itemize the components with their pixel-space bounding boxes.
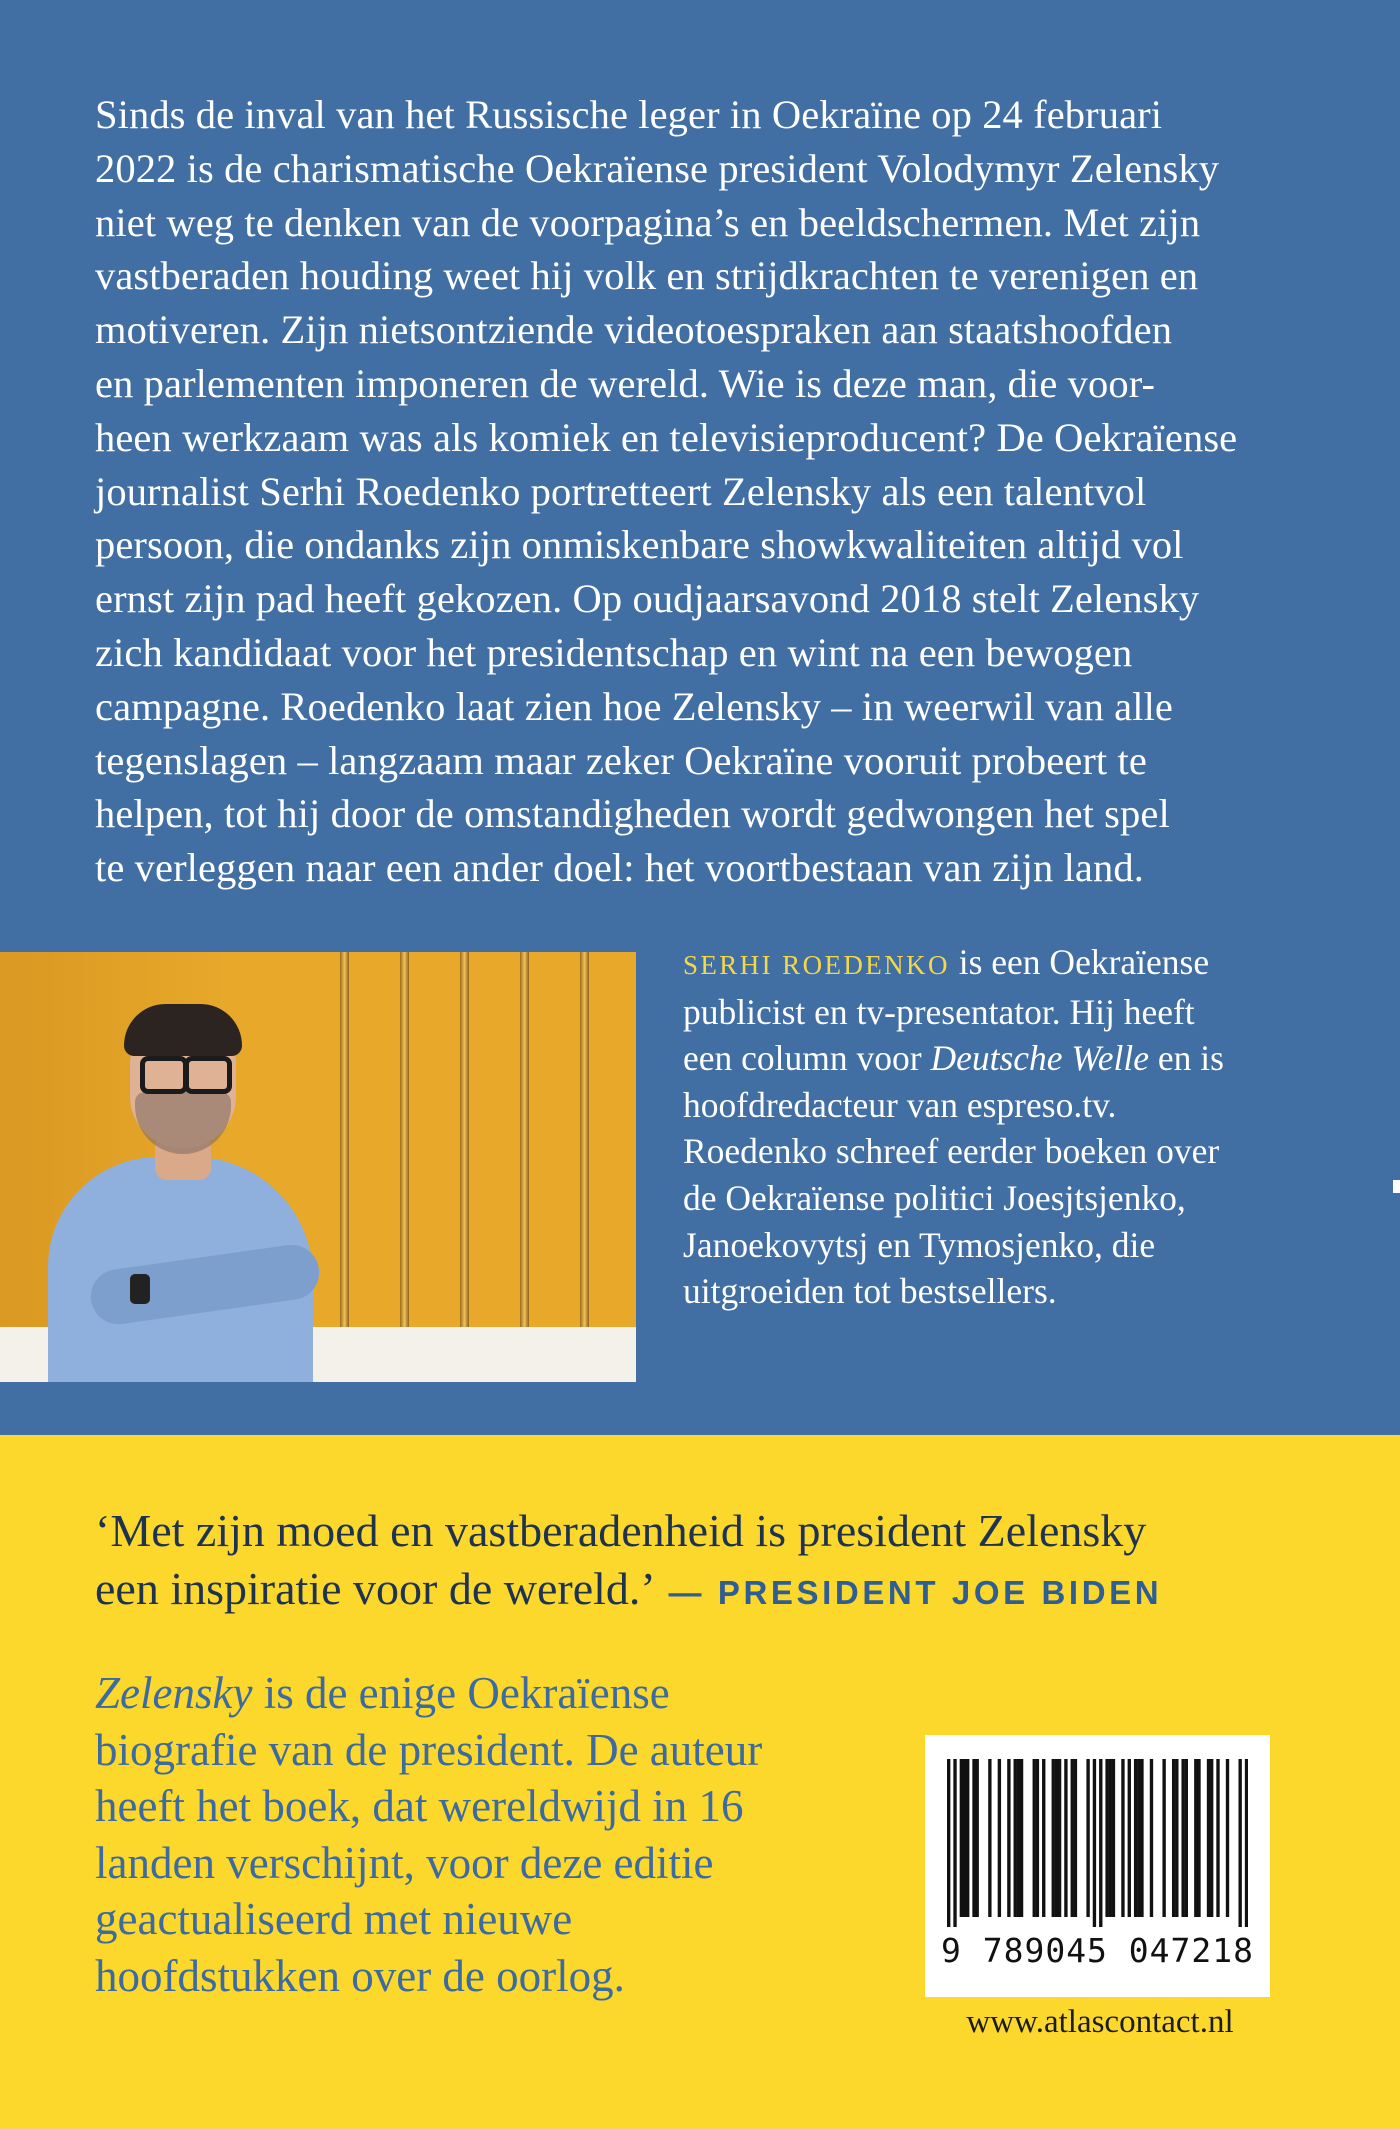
blurb-line: Sinds de inval van het Russische leger in Oekraïne op 24 februari xyxy=(95,92,1163,137)
barcode-bar xyxy=(947,1759,950,1927)
book-title: Zelensky xyxy=(95,1668,253,1718)
barcode-bar xyxy=(1074,1759,1077,1917)
blurb-line: journalist Serhi Roedenko portretteert Zelensky als een talentvol xyxy=(95,468,1147,514)
barcode-bar xyxy=(1033,1759,1036,1917)
author-photo xyxy=(0,952,636,1382)
barcode-bar xyxy=(1216,1759,1219,1917)
barcode-bar xyxy=(966,1759,969,1917)
barcode-bar xyxy=(1172,1759,1175,1917)
barcode-bar xyxy=(1210,1759,1213,1917)
barcode-bar xyxy=(1086,1759,1089,1917)
barcode-bar xyxy=(976,1759,979,1917)
barcode-bar xyxy=(988,1759,991,1917)
barcode-bar xyxy=(1042,1759,1045,1917)
blurb-line: heen werkzaam was als komiek en televisieproducent? De Oekraïense xyxy=(95,414,1238,460)
wall-slat xyxy=(580,952,589,1330)
isbn-barcode xyxy=(925,1735,1270,1997)
barcode-bar xyxy=(1181,1759,1184,1917)
blurb-line: niet weg te denken van de voorpagina’s en beeldschermen. Met zijn xyxy=(95,199,1201,245)
barcode-bar xyxy=(1226,1759,1229,1917)
blurb-line: zich kandidaat voor het presidentschap en wint na een bewogen xyxy=(95,629,1133,675)
barcode-bar xyxy=(1245,1759,1248,1927)
barcode-bar xyxy=(953,1759,956,1927)
barcode-bar xyxy=(960,1759,963,1917)
isbn-number: 9 789045 047218 xyxy=(940,1931,1254,1970)
barcode-bar xyxy=(1109,1759,1112,1917)
barcode-bar xyxy=(1036,1759,1039,1917)
blurb-line: 2022 is de charismatische Oekraïense president Volodymyr Zelensky xyxy=(95,145,1220,191)
publication-title: Deutsche Welle xyxy=(930,1038,1149,1079)
barcode-bar xyxy=(963,1759,966,1917)
barcode-bar xyxy=(1055,1759,1058,1917)
blurb-line: motiveren. Zijn nietsontziende videotoespraken aan staatshoofden xyxy=(95,307,1173,353)
blurb-line: persoon, die ondanks zijn onmiskenbare showkwaliteiten altijd vol xyxy=(95,522,1184,568)
barcode-bar xyxy=(1058,1759,1061,1917)
barcode-bar xyxy=(1052,1759,1055,1917)
barcode-bar xyxy=(1099,1759,1102,1927)
blurb-line: te verleggen naar een ander doel: het voortbestaan van zijn land. xyxy=(95,845,1144,891)
glasses-icon xyxy=(140,1056,188,1094)
barcode-bar xyxy=(1150,1759,1153,1917)
blurb-line: ernst zijn pad heeft gekozen. Op oudjaarsavond 2018 stelt Zelensky xyxy=(95,576,1200,622)
barcode-bar xyxy=(1197,1759,1200,1917)
wall-slat xyxy=(340,952,349,1330)
barcode-bar xyxy=(1185,1759,1188,1917)
barcode-bar xyxy=(972,1759,975,1917)
barcode-bar xyxy=(1121,1759,1124,1917)
barcode-bar xyxy=(1134,1759,1137,1917)
barcode-bar xyxy=(1194,1759,1197,1917)
barcode-bar xyxy=(1020,1759,1023,1917)
barcode-bar xyxy=(1017,1759,1020,1917)
description-blurb xyxy=(95,88,1340,895)
barcode-bar xyxy=(1007,1759,1010,1917)
barcode-bar xyxy=(1128,1759,1131,1917)
barcode-bar xyxy=(1207,1759,1210,1917)
barcode-icon xyxy=(947,1759,1248,1927)
blurb-line: tegenslagen – langzaam maar zeker Oekraïne vooruit probeert te xyxy=(95,737,1147,783)
author-name: SERHI ROEDENKO xyxy=(683,950,950,980)
publisher-website[interactable]: www.atlascontact.nl xyxy=(966,2004,1234,2040)
barcode-bar xyxy=(1175,1759,1178,1917)
watch-icon xyxy=(130,1274,150,1304)
barcode-bar xyxy=(998,1759,1001,1917)
blurb-line: helpen, tot hij door de omstandigheden wordt gedwongen het spel xyxy=(95,791,1170,837)
author-bio: SERHI ROEDENKO is een Oekraïense publicist en tv-presentator. Hij heeft een column voor Deutsche Welle en is hoofdredacteur van espreso.tv. Roedenko schreef eerder boeken over de Oekraïense politici Joesjtsjenko, Janoekovytsj en Tymosjenko, die uitgroeiden tot bestsellers. xyxy=(683,942,1224,1312)
blurb-line: vastberaden houding weet hij volk en strijdkrachten te verenigen en xyxy=(95,253,1199,299)
barcode-bar xyxy=(1064,1759,1067,1917)
barcode-bar xyxy=(1093,1759,1096,1927)
barcode-bar xyxy=(1162,1759,1165,1917)
wall-slat xyxy=(520,952,529,1330)
barcode-bar xyxy=(1112,1759,1115,1917)
barcode-bar xyxy=(1014,1759,1017,1917)
blurb-line: en parlementen imponeren de wereld. Wie is deze man, die voor- xyxy=(95,360,1156,406)
barcode-bar xyxy=(1071,1759,1074,1917)
wall-slat xyxy=(460,952,469,1330)
endorsement-quote: ‘Met zijn moed en vastberadenheid is president Zelensky een inspiratie voor de wereld.’ — PRESIDENT JOE BIDEN xyxy=(95,1505,1163,1614)
barcode-bar xyxy=(1105,1759,1108,1917)
edge-mark xyxy=(1393,1180,1400,1193)
wall-slat xyxy=(400,952,409,1330)
barcode-bar xyxy=(1238,1759,1241,1927)
barcode-bar xyxy=(1140,1759,1143,1917)
quote-attribution: — PRESIDENT JOE BIDEN xyxy=(655,1574,1163,1611)
blurb-line: campagne. Roedenko laat zien hoe Zelensky – in weerwil van alle xyxy=(95,683,1174,729)
barcode-bar xyxy=(1137,1759,1140,1917)
edition-note: Zelensky is de enige Oekraïense biografie van de president. De auteur heeft het boek, dat wereldwijd in 16 landen verschijnt, voor deze editie geactualiseerd met nieuwe hoofdstukken over de oorlog. xyxy=(95,1668,763,2001)
